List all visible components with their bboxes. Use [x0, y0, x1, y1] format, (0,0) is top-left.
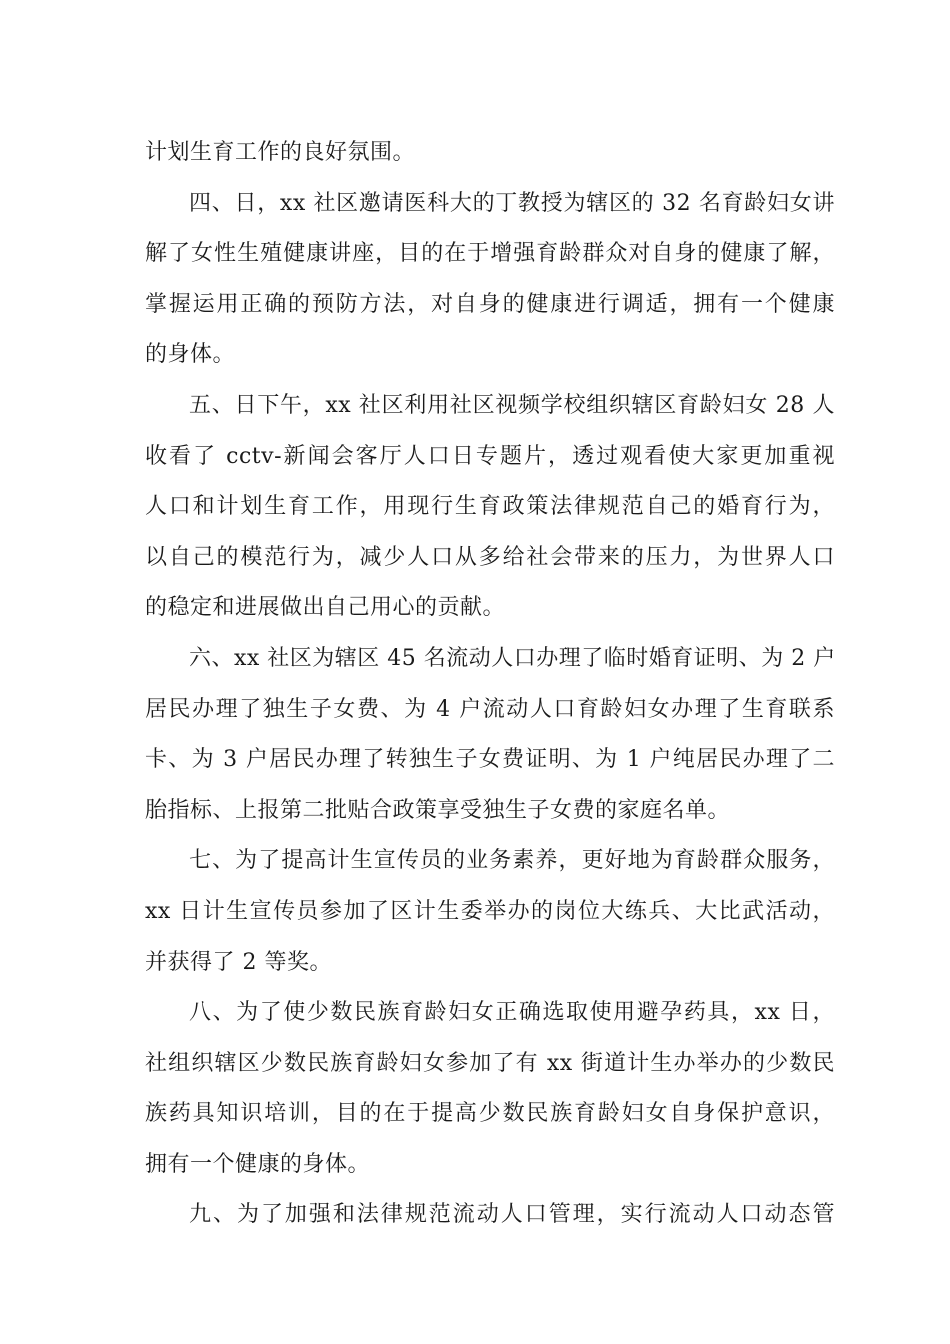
paragraph-first-line: 五、日下午，xx 社区利用社区视频学校组织辖区育龄妇女 28 人 — [189, 392, 835, 418]
paragraph-line: xx 日计生宣传员参加了区计生委举办的岗位大练兵、大比武活动， — [145, 898, 835, 924]
paragraph-first-line: 六、xx 社区为辖区 45 名流动人口办理了临时婚育证明、为 2 户 — [189, 645, 836, 671]
paragraph-first-line: 七、为了提高计生宣传员的业务素养，更好地为育龄群众服务， — [189, 848, 835, 874]
body-text — [145, 128, 835, 1241]
paragraph-line: 以自己的模范行为，减少人口从多给社会带来的压力，为世界人口 — [145, 544, 835, 570]
paragraph-line: 人口和计划生育工作，用现行生育政策法律规范自己的婚育行为， — [145, 494, 835, 520]
paragraph-line: 的稳定和进展做出自己用心的贡献。 — [145, 595, 506, 621]
paragraph-line: 胎指标、上报第二批贴合政策享受独生子女费的家庭名单。 — [145, 797, 731, 823]
paragraph-line: 社组织辖区少数民族育龄妇女参加了有 xx 街道计生办举办的少数民 — [145, 1050, 835, 1076]
paragraph-line: 拥有一个健康的身体。 — [145, 1151, 371, 1177]
paragraph-line: 收看了 cctv-新闻会客厅人口日专题片，透过观看使大家更加重视 — [145, 443, 835, 469]
paragraph-line: 族药具知识培训，目的在于提高少数民族育龄妇女自身保护意识， — [145, 1101, 835, 1127]
paragraph-line: 的身体。 — [145, 342, 236, 368]
paragraph-line: 掌握运用正确的预防方法，对自身的健康进行调适，拥有一个健康 — [145, 291, 835, 317]
paragraph-line: 居民办理了独生子女费、为 4 户流动人口育龄妇女办理了生育联系 — [145, 696, 835, 722]
paragraph-line: 解了女性生殖健康讲座，目的在于增强育龄群众对自身的健康了解， — [145, 241, 835, 267]
paragraph-first-line: 九、为了加强和法律规范流动人口管理，实行流动人口动态管 — [189, 1202, 835, 1228]
paragraph-first-line: 八、为了使少数民族育龄妇女正确选取使用避孕药具，xx 日， — [189, 1000, 835, 1026]
paragraph-line: 并获得了 2 等奖。 — [145, 949, 332, 975]
paragraph-first-line: 四、日，xx 社区邀请医科大的丁教授为辖区的 32 名育龄妇女讲 — [189, 190, 835, 216]
paragraph-line: 卡、为 3 户居民办理了转独生子女费证明、为 1 户纯居民办理了二 — [145, 747, 835, 773]
paragraph-line: 计划生育工作的良好氛围。 — [145, 140, 416, 165]
